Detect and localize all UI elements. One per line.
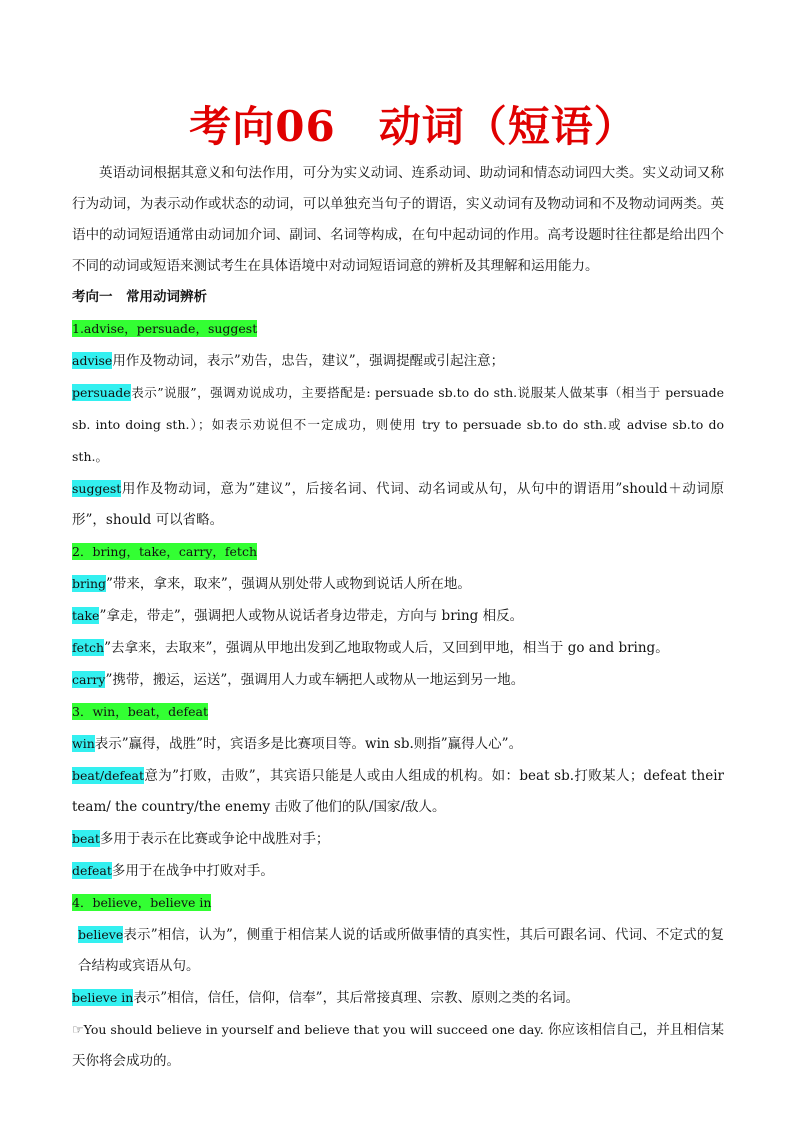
entry-carry: carry”携带，搬运，运送”，强调用人力或车辆把人或物从一地运到另一地。	[72, 672, 525, 688]
term-highlight: advise	[72, 353, 113, 368]
group-label-1: 1.advise，persuade，suggest	[72, 321, 258, 336]
term-highlight: believe	[78, 927, 124, 942]
example-chinese: 你应该相信自己，并且相信某天你将会成功的。	[72, 1022, 725, 1069]
group-label-2: 2．bring，take，carry，fetch	[72, 544, 257, 559]
entry-beat-defeat: beat/defeat意为”打败，击败”，其宾语只能是人或由人组成的机构。如：beat sb.打败某人；defeat their team/ the country/the enemy 击败了他们的队/国家/敌人。	[72, 768, 724, 815]
term-highlight: believe in	[72, 990, 134, 1005]
page-title: 考向06 动词（短语）	[189, 102, 637, 151]
example-english: You should believe in yourself and believe that you will succeed one day.	[83, 1022, 544, 1037]
entry-believe: believe表示”相信，认为”，侧重于相信某人说的话或所做事情的真实性，其后可跟名词、代词、不定式的复合结构或宾语从句。	[78, 927, 724, 974]
entry-advise: advise用作及物动词，表示”劝告，忠告，建议”，强调提醒或引起注意；	[72, 353, 505, 369]
section-heading: 考向一 常用动词辨析	[72, 289, 207, 305]
example-sentence	[72, 1014, 724, 1077]
term-highlight: bring	[72, 576, 107, 591]
entry-win: win表示”赢得，战胜”时，宾语多是比赛项目等。win sb.则指”赢得人心”。	[72, 736, 523, 752]
entry-fetch: fetch”去拿来，去取来”，强调从甲地出发到乙地取物或人后，又回到甲地，相当于 go and bring。	[72, 640, 669, 656]
term-highlight: take	[72, 608, 100, 623]
term-highlight: beat/defeat	[72, 768, 144, 783]
term-highlight: persuade	[72, 385, 131, 400]
term-highlight: win	[72, 736, 95, 751]
entry-defeat: defeat多用于在战争中打败对手。	[72, 863, 274, 879]
entry-take: take”拿走，带走”，强调把人或物从说话者身边带走，方向与 bring 相反。	[72, 608, 524, 624]
entry-beat: beat多用于表示在比赛或争论中战胜对手；	[72, 831, 330, 847]
document-page	[72, 100, 724, 1077]
group-label-4: 4．believe，believe in	[72, 895, 212, 910]
group-label-3: 3．win，beat，defeat	[72, 704, 208, 719]
entry-believe-in: believe in表示”相信，信任，信仰，信奉”，其后常接真理、宗教、原则之类的名词。	[72, 990, 580, 1006]
term-highlight: beat	[72, 831, 100, 846]
entry-bring: bring”带来，拿来，取来”，强调从别处带人或物到说话人所在地。	[72, 576, 471, 592]
term-highlight: suggest	[72, 481, 122, 496]
entry-persuade: persuade表示”说服”，强调劝说成功，主要搭配是: persuade sb.to do sth.说服某人做某事（相当于 persuade sb. into doing sth.）；如表示劝说但不一定成功，则使用 try to persuade sb.to do sth.或 advise sb.to do sth.。	[72, 385, 724, 464]
term-highlight: carry	[72, 672, 106, 687]
entry-suggest: suggest用作及物动词，意为”建议”，后接名词、代词、动名词或从句，从句中的谓语用”should＋动词原形”，should 可以省略。	[72, 481, 724, 528]
term-highlight: defeat	[72, 863, 112, 878]
intro-paragraph: 英语动词根据其意义和句法作用，可分为实义动词、连系动词、助动词和情态动词四大类。实义动词又称行为动词，为表示动作或状态的动词，可以单独充当句子的谓语，实义动词有及物动词和不及物动词两类。英语中的动词短语通常由动词加介词、副词、名词等构成，在句中起动词的作用。高考设题时往往都是给出四个不同的动词或短语来测试考生在具体语境中对动词短语词意的辨析及其理解和运用能力。	[72, 165, 724, 274]
term-highlight: fetch	[72, 640, 105, 655]
pointing-hand-icon: ☞	[72, 1023, 84, 1038]
